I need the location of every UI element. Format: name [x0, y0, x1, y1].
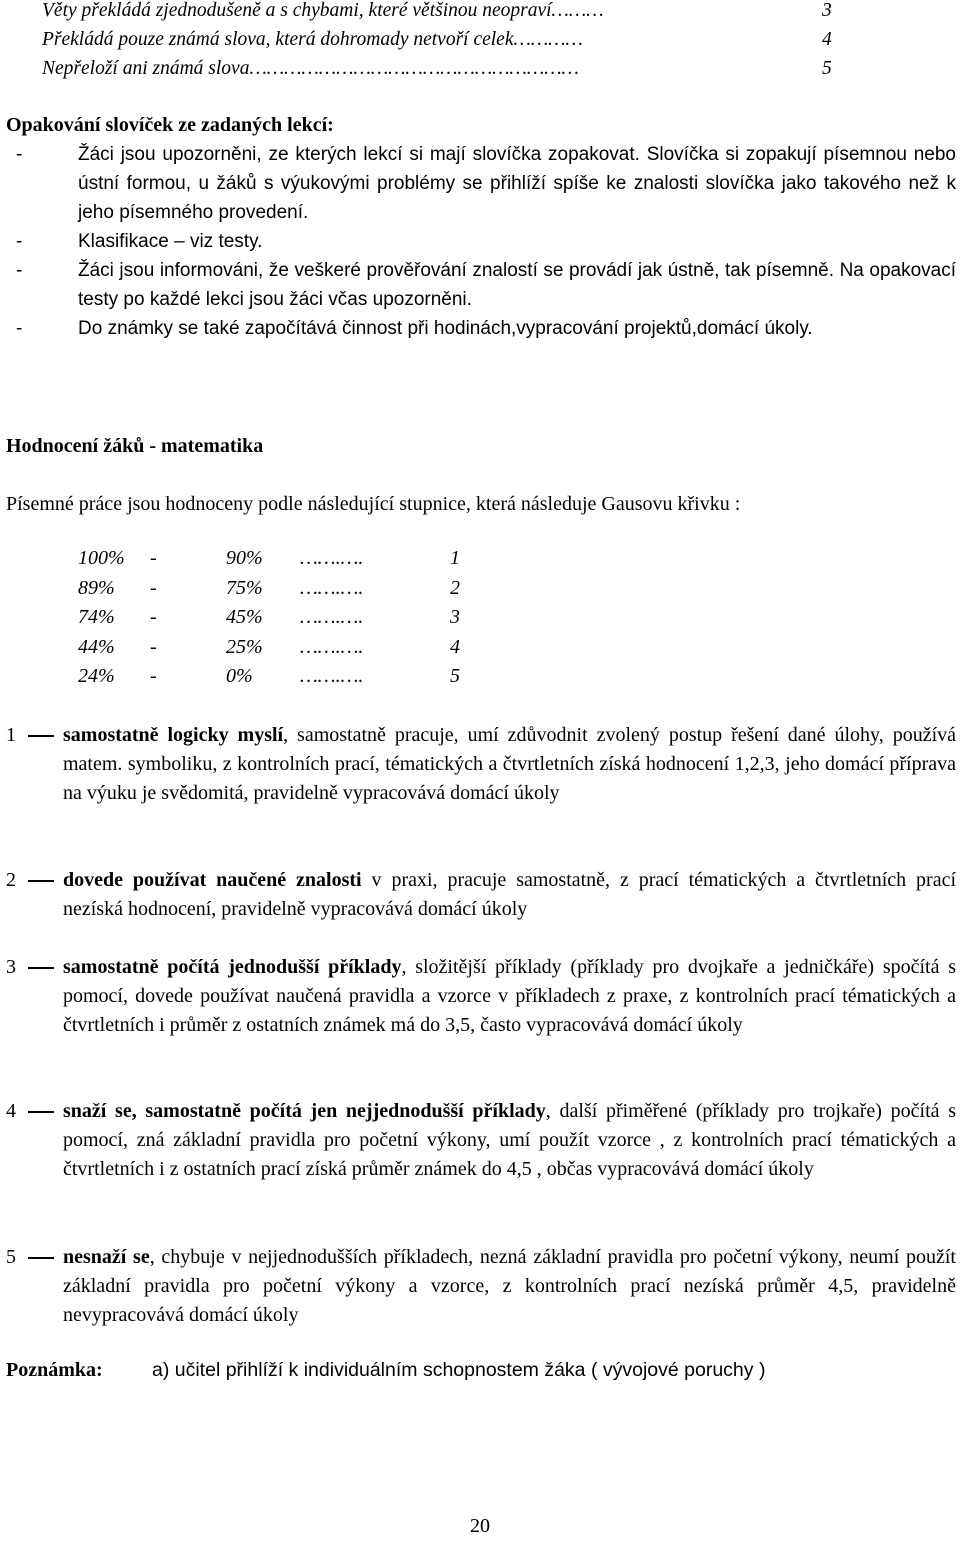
grade-criteria-2	[6, 866, 956, 924]
note-label: Poznámka:	[6, 1359, 103, 1381]
grade-number: 1	[6, 724, 16, 746]
translation-grade-row	[42, 25, 842, 54]
grade-value: 3	[822, 0, 832, 21]
vocab-heading: Opakování slovíček ze zadaných lekcí:	[6, 114, 334, 136]
translation-grade-list	[42, 0, 842, 83]
grade-description: dovede používat naučené znalosti v praxi, pracuje samostatně, z prací tématických a čtvrtletních prací nezíská hodnocení, pravidelně vypracovává domácí úkoly	[63, 869, 956, 920]
grade-criteria-4	[6, 1097, 956, 1184]
grade-criteria-5	[6, 1243, 956, 1330]
grade-description: nesnaží se, chybuje v nejjednodušších příkladech, nezná základní pravidla pro početní výkony, neumí použít základní pravidla pro početní výkony a vzorce, z kontrolních prací nezíská průměr 4,5, pravidelně nevypracovává domácí úkoly	[63, 1246, 956, 1326]
grade-description: samostatně logicky myslí, samostatně pracuje, umí zdůvodnit zvolený postup řešení dané úlohy, používá matem. symboliku, z kontrolních prací, tématických a čtvrtletních získá hodnocení 1,2,3, jeho domácí příprava na výuku je svědomitá, pravidelně vypracovává domácí úkoly	[63, 724, 957, 804]
dash-bullet: -	[16, 318, 23, 339]
scale-row: 44% - 25% …….…. 4	[78, 635, 460, 658]
grade-number: 4	[6, 1100, 16, 1122]
grade-description: Nepřeloží ani známá slova…………………………………………………	[42, 58, 579, 79]
dash-bullet: -	[16, 144, 23, 165]
grade-description: samostatně počítá jednodušší příklady, složitější příklady (příklady pro dvojkaře a jedničkáře) spočítá s pomocí, dovede používat naučená pravidla a vzorce v příkladech z praxe, z kontrolních prací tématických a čtvrtletních i průměr z ostatních známek má do 3,5, často vypracovává domácí úkoly	[63, 956, 956, 1036]
grade-number: 5	[6, 1246, 16, 1268]
dash-bullet: -	[16, 231, 23, 252]
scale-row: 89% - 75% …….…. 2	[78, 576, 460, 599]
grade-description: Věty překládá zjednodušeně a s chybami, které většinou neopraví………	[42, 0, 604, 21]
scale-row: 74% - 45% …….…. 3	[78, 606, 460, 628]
translation-grade-row	[42, 0, 842, 25]
note	[6, 1356, 956, 1385]
percent-scale	[78, 544, 498, 692]
grade-dash	[28, 735, 54, 737]
grade-value: 5	[822, 58, 832, 79]
grade-description: snaží se, samostatně počítá jen nejjednodušší příklady, další přiměřené (příklady pro trojkaře) počítá s pomocí, zná základní pravidla pro početní výkony, umí použít vzorce , z kontrolních prací tématických a čtvrtletních i z ostatních prací získá průměr známek do 4,5 , občas vypracovává domácí úkoly	[63, 1100, 956, 1180]
page-number: 20	[470, 1515, 490, 1537]
math-intro: Písemné práce jsou hodnoceny podle následující stupnice, která následuje Gausovu křivku :	[6, 493, 741, 515]
list-item: - Žáci jsou upozorněni, ze kterých lekcí si mají slovíčka zopakovat. Slovíčka si zopakují písemnou nebo ústní formou, u žáků s výukovými problémy se přihlíží spíše ke znalosti slovíčka jako takového než k jeho písemného provedení.	[6, 140, 956, 227]
scale-row: 100% - 90% …….…. 1	[78, 547, 460, 569]
grade-number: 3	[6, 956, 16, 978]
grade-dash	[28, 880, 54, 882]
list-item: - Do známky se také započítává činnost při hodinách,vypracování projektů,domácí úkoly.	[6, 314, 956, 343]
list-item: - Klasifikace – viz testy.	[6, 227, 956, 256]
scale-row: 24% - 0% …….…. 5	[78, 665, 460, 687]
vocab-rules-list	[6, 140, 956, 343]
grade-criteria-3	[6, 953, 956, 1040]
list-item: - Žáci jsou informováni, že veškeré prověřování znalostí se provádí jak ústně, tak písemně. Na opakovací testy po každé lekci jsou žáci včas upozorněni.	[6, 256, 956, 314]
grade-number: 2	[6, 869, 16, 891]
grade-dash	[28, 1257, 54, 1259]
dash-bullet: -	[16, 260, 23, 281]
translation-grade-row	[42, 54, 842, 83]
grade-criteria-1	[6, 721, 956, 808]
grade-value: 4	[822, 29, 832, 50]
grade-dash	[28, 967, 54, 969]
math-heading: Hodnocení žáků - matematika	[6, 435, 264, 457]
grade-dash	[28, 1111, 54, 1113]
note-text: a) učitel přihlíží k individuálním schopnostem žáka ( vývojové poruchy )	[152, 1359, 766, 1381]
grade-description: Překládá pouze známá slova, která dohromady netvoří celek…………	[42, 29, 583, 50]
